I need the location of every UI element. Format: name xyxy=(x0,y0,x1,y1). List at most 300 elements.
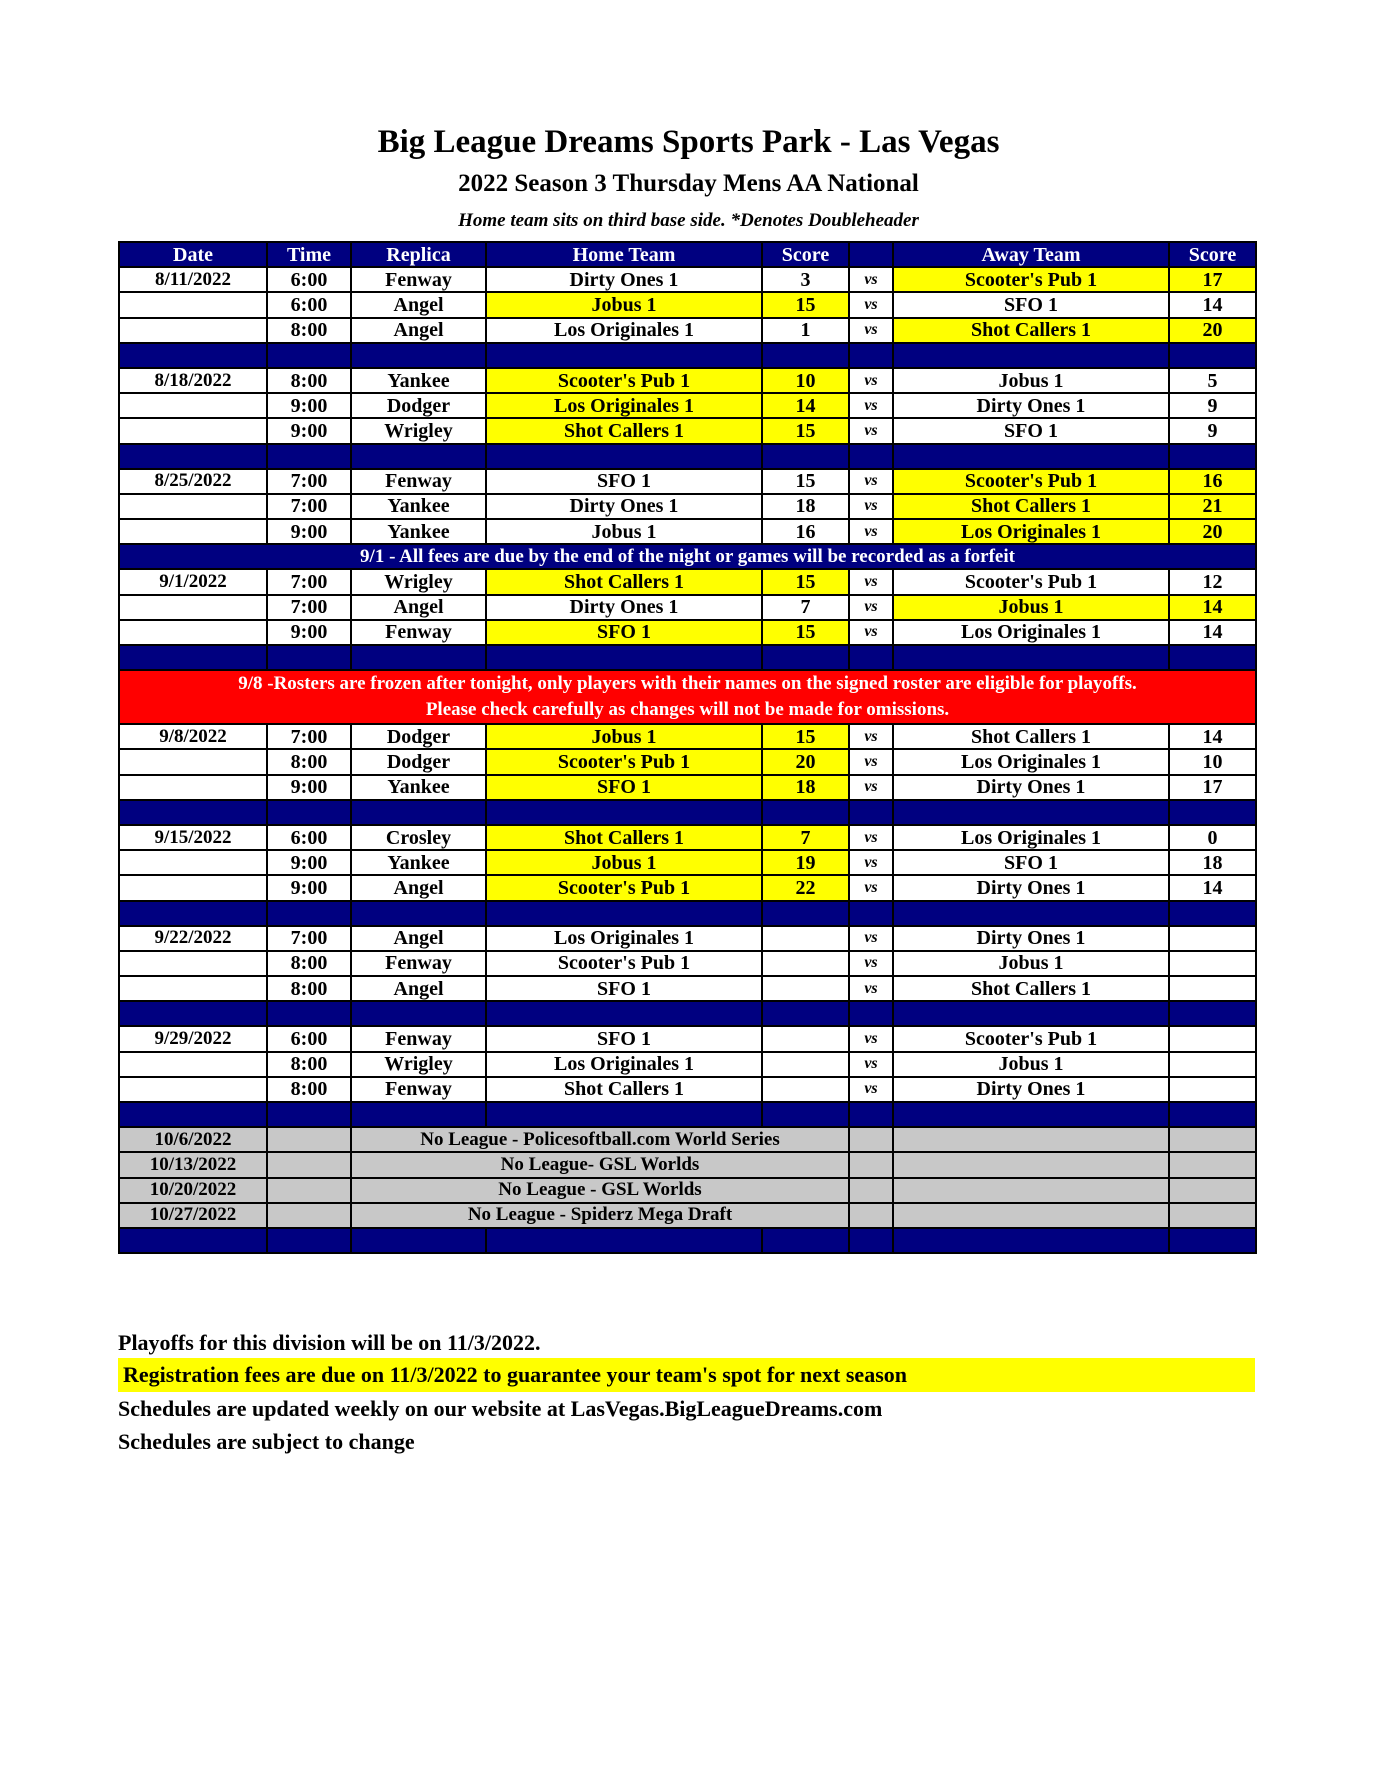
game-time: 9:00 xyxy=(267,418,351,443)
game-date xyxy=(119,620,267,645)
column-header-replica: Replica xyxy=(351,242,486,267)
game-field: Wrigley xyxy=(351,569,486,594)
notice-row xyxy=(119,544,1256,569)
away-team: Shot Callers 1 xyxy=(893,976,1169,1001)
roster-alert-row xyxy=(119,670,1256,724)
vs-label: vs xyxy=(849,318,893,343)
game-date xyxy=(119,1052,267,1077)
game-date xyxy=(119,519,267,544)
vs-label: vs xyxy=(849,976,893,1001)
game-row xyxy=(119,368,1256,393)
home-score: 20 xyxy=(762,749,849,774)
vs-label: vs xyxy=(849,1026,893,1051)
home-team: SFO 1 xyxy=(486,1026,762,1051)
column-header-away-team: Away Team xyxy=(893,242,1169,267)
empty-cell xyxy=(267,1127,351,1152)
game-row xyxy=(119,850,1256,875)
away-team: Dirty Ones 1 xyxy=(893,1077,1169,1102)
away-score xyxy=(1169,1026,1256,1051)
game-field: Yankee xyxy=(351,850,486,875)
game-date xyxy=(119,875,267,900)
away-score xyxy=(1169,926,1256,951)
spacer-row xyxy=(119,1001,1256,1026)
spacer-row xyxy=(119,800,1256,825)
home-score: 18 xyxy=(762,494,849,519)
roster-alert-line1: 9/8 -Rosters are frozen after tonight, only players with their names on the signed roster are eligible for playoffs. xyxy=(238,673,1137,695)
vs-label: vs xyxy=(849,267,893,292)
game-time: 8:00 xyxy=(267,368,351,393)
away-score xyxy=(1169,951,1256,976)
game-row xyxy=(119,393,1256,418)
away-team: Los Originales 1 xyxy=(893,825,1169,850)
game-date xyxy=(119,418,267,443)
home-team: Dirty Ones 1 xyxy=(486,595,762,620)
game-row xyxy=(119,1052,1256,1077)
game-field: Wrigley xyxy=(351,418,486,443)
game-field: Wrigley xyxy=(351,1052,486,1077)
home-score: 19 xyxy=(762,850,849,875)
spacer-cell xyxy=(893,645,1169,670)
spacer-cell xyxy=(849,645,893,670)
away-score xyxy=(1169,1052,1256,1077)
away-team: Jobus 1 xyxy=(893,1052,1169,1077)
game-field: Angel xyxy=(351,875,486,900)
spacer-row xyxy=(119,444,1256,469)
game-row xyxy=(119,620,1256,645)
game-time: 6:00 xyxy=(267,267,351,292)
game-date xyxy=(119,292,267,317)
game-date xyxy=(119,951,267,976)
spacer-cell xyxy=(267,645,351,670)
game-field: Dodger xyxy=(351,393,486,418)
game-time: 9:00 xyxy=(267,519,351,544)
home-team: Scooter's Pub 1 xyxy=(486,951,762,976)
empty-cell xyxy=(849,1178,893,1203)
column-header-time: Time xyxy=(267,242,351,267)
game-time: 9:00 xyxy=(267,875,351,900)
home-score: 15 xyxy=(762,418,849,443)
vs-label: vs xyxy=(849,620,893,645)
home-team: Jobus 1 xyxy=(486,850,762,875)
away-score: 14 xyxy=(1169,620,1256,645)
spacer-cell xyxy=(351,343,486,368)
vs-label: vs xyxy=(849,494,893,519)
spacer-cell xyxy=(267,1102,351,1127)
game-field: Yankee xyxy=(351,368,486,393)
spacer-cell xyxy=(486,645,762,670)
spacer-row xyxy=(119,343,1256,368)
vs-label: vs xyxy=(849,749,893,774)
game-date xyxy=(119,595,267,620)
spacer-cell xyxy=(1169,343,1256,368)
game-row xyxy=(119,595,1256,620)
game-time: 6:00 xyxy=(267,292,351,317)
game-time: 7:00 xyxy=(267,494,351,519)
game-field: Fenway xyxy=(351,1077,486,1102)
no-league-row xyxy=(119,1152,1256,1177)
home-team: Shot Callers 1 xyxy=(486,569,762,594)
game-field: Fenway xyxy=(351,469,486,494)
empty-cell xyxy=(1169,1127,1256,1152)
away-score: 14 xyxy=(1169,724,1256,749)
game-time: 7:00 xyxy=(267,724,351,749)
home-team: Dirty Ones 1 xyxy=(486,267,762,292)
away-score: 10 xyxy=(1169,749,1256,774)
roster-alert xyxy=(119,670,1256,724)
spacer-cell xyxy=(1169,800,1256,825)
spacer-cell xyxy=(351,1102,486,1127)
vs-label: vs xyxy=(849,393,893,418)
away-team: Jobus 1 xyxy=(893,595,1169,620)
spacer-cell xyxy=(267,1228,351,1253)
home-score: 22 xyxy=(762,875,849,900)
home-score: 15 xyxy=(762,724,849,749)
spacer-cell xyxy=(486,1228,762,1253)
spacer-cell xyxy=(762,343,849,368)
away-team: SFO 1 xyxy=(893,850,1169,875)
vs-label: vs xyxy=(849,825,893,850)
away-team: Dirty Ones 1 xyxy=(893,775,1169,800)
game-time: 7:00 xyxy=(267,595,351,620)
vs-label: vs xyxy=(849,469,893,494)
header-row xyxy=(119,242,1256,267)
spacer-cell xyxy=(849,1001,893,1026)
spacer-cell xyxy=(119,901,267,926)
empty-cell xyxy=(1169,1178,1256,1203)
page-note: Home team sits on third base side. *Denotes Doubleheader xyxy=(458,210,919,231)
game-date: 9/15/2022 xyxy=(119,825,267,850)
column-header-home-team: Home Team xyxy=(486,242,762,267)
home-score: 15 xyxy=(762,292,849,317)
home-score: 10 xyxy=(762,368,849,393)
spacer-cell xyxy=(351,645,486,670)
vs-label: vs xyxy=(849,418,893,443)
game-field: Fenway xyxy=(351,267,486,292)
game-date xyxy=(119,850,267,875)
away-team: Scooter's Pub 1 xyxy=(893,267,1169,292)
vs-label: vs xyxy=(849,724,893,749)
away-score: 5 xyxy=(1169,368,1256,393)
game-time: 9:00 xyxy=(267,850,351,875)
no-league-date: 10/6/2022 xyxy=(119,1127,267,1152)
spacer-cell xyxy=(351,901,486,926)
home-team: Shot Callers 1 xyxy=(486,418,762,443)
game-field: Angel xyxy=(351,926,486,951)
game-date xyxy=(119,393,267,418)
empty-cell xyxy=(1169,1203,1256,1228)
game-row xyxy=(119,1077,1256,1102)
game-time: 7:00 xyxy=(267,569,351,594)
empty-cell xyxy=(267,1178,351,1203)
away-score: 14 xyxy=(1169,292,1256,317)
game-date: 9/1/2022 xyxy=(119,569,267,594)
spacer-row xyxy=(119,901,1256,926)
spacer-cell xyxy=(1169,444,1256,469)
spacer-cell xyxy=(893,444,1169,469)
away-score: 14 xyxy=(1169,875,1256,900)
home-score: 3 xyxy=(762,267,849,292)
game-field: Angel xyxy=(351,292,486,317)
away-score: 17 xyxy=(1169,267,1256,292)
away-score xyxy=(1169,976,1256,1001)
no-league-text: No League - Spiderz Mega Draft xyxy=(351,1203,849,1228)
away-score: 9 xyxy=(1169,393,1256,418)
spacer-cell xyxy=(762,1228,849,1253)
vs-label: vs xyxy=(849,569,893,594)
spacer-cell xyxy=(486,343,762,368)
game-field: Crosley xyxy=(351,825,486,850)
game-time: 7:00 xyxy=(267,926,351,951)
away-score: 20 xyxy=(1169,519,1256,544)
game-time: 9:00 xyxy=(267,393,351,418)
schedule-table xyxy=(118,241,1257,1254)
away-score: 16 xyxy=(1169,469,1256,494)
no-league-date: 10/20/2022 xyxy=(119,1178,267,1203)
away-score: 21 xyxy=(1169,494,1256,519)
game-field: Angel xyxy=(351,976,486,1001)
vs-label: vs xyxy=(849,595,893,620)
vs-label: vs xyxy=(849,292,893,317)
game-date: 8/18/2022 xyxy=(119,368,267,393)
spacer-cell xyxy=(893,901,1169,926)
away-score: 12 xyxy=(1169,569,1256,594)
home-score xyxy=(762,1052,849,1077)
spacer-cell xyxy=(849,1228,893,1253)
away-team: Los Originales 1 xyxy=(893,749,1169,774)
column-header-vs xyxy=(849,242,893,267)
home-team: Shot Callers 1 xyxy=(486,1077,762,1102)
playoffs-note: Playoffs for this division will be on 11/3/2022. xyxy=(118,1330,541,1355)
home-score: 7 xyxy=(762,595,849,620)
game-date xyxy=(119,494,267,519)
home-score xyxy=(762,1026,849,1051)
away-team: Scooter's Pub 1 xyxy=(893,569,1169,594)
home-score xyxy=(762,951,849,976)
game-row xyxy=(119,775,1256,800)
game-row xyxy=(119,724,1256,749)
spacer-cell xyxy=(267,343,351,368)
game-time: 7:00 xyxy=(267,469,351,494)
empty-cell xyxy=(893,1203,1169,1228)
spacer-cell xyxy=(1169,1228,1256,1253)
vs-label: vs xyxy=(849,1052,893,1077)
spacer-cell xyxy=(893,800,1169,825)
home-team: Jobus 1 xyxy=(486,292,762,317)
spacer-cell xyxy=(267,444,351,469)
empty-cell xyxy=(849,1152,893,1177)
game-date xyxy=(119,1077,267,1102)
spacer-row xyxy=(119,645,1256,670)
away-score: 17 xyxy=(1169,775,1256,800)
spacer-cell xyxy=(1169,645,1256,670)
home-score: 16 xyxy=(762,519,849,544)
home-score: 7 xyxy=(762,825,849,850)
game-field: Yankee xyxy=(351,494,486,519)
away-team: Dirty Ones 1 xyxy=(893,875,1169,900)
spacer-cell xyxy=(119,444,267,469)
home-score xyxy=(762,926,849,951)
game-time: 8:00 xyxy=(267,1052,351,1077)
game-field: Yankee xyxy=(351,519,486,544)
game-date: 8/11/2022 xyxy=(119,267,267,292)
spacer-cell xyxy=(849,1102,893,1127)
spacer-cell xyxy=(1169,901,1256,926)
game-time: 9:00 xyxy=(267,620,351,645)
vs-label: vs xyxy=(849,775,893,800)
registration-note: Registration fees are due on 11/3/2022 to guarantee your team's spot for next season xyxy=(118,1358,1255,1392)
vs-label: vs xyxy=(849,1077,893,1102)
roster-alert-line2: Please check carefully as changes will not be made for omissions. xyxy=(425,699,950,721)
empty-cell xyxy=(849,1203,893,1228)
spacer-cell xyxy=(351,1001,486,1026)
no-league-row xyxy=(119,1178,1256,1203)
game-field: Fenway xyxy=(351,1026,486,1051)
game-row xyxy=(119,494,1256,519)
home-team: Jobus 1 xyxy=(486,724,762,749)
away-team: Scooter's Pub 1 xyxy=(893,469,1169,494)
spacer-cell xyxy=(849,343,893,368)
home-score xyxy=(762,976,849,1001)
empty-cell xyxy=(267,1203,351,1228)
game-row xyxy=(119,292,1256,317)
spacer-cell xyxy=(351,800,486,825)
spacer-cell xyxy=(119,800,267,825)
game-row xyxy=(119,267,1256,292)
away-team: Los Originales 1 xyxy=(893,620,1169,645)
game-row xyxy=(119,318,1256,343)
home-team: Shot Callers 1 xyxy=(486,825,762,850)
empty-cell xyxy=(893,1152,1169,1177)
home-team: SFO 1 xyxy=(486,775,762,800)
spacer-cell xyxy=(351,444,486,469)
away-score xyxy=(1169,1077,1256,1102)
spacer-cell xyxy=(849,800,893,825)
spacer-cell xyxy=(762,901,849,926)
spacer-cell xyxy=(849,444,893,469)
empty-cell xyxy=(849,1127,893,1152)
spacer-cell xyxy=(762,800,849,825)
spacer-cell xyxy=(762,645,849,670)
home-score: 14 xyxy=(762,393,849,418)
away-team: Los Originales 1 xyxy=(893,519,1169,544)
spacer-cell xyxy=(486,1102,762,1127)
game-time: 6:00 xyxy=(267,1026,351,1051)
away-score: 20 xyxy=(1169,318,1256,343)
home-team: Scooter's Pub 1 xyxy=(486,875,762,900)
spacer-cell xyxy=(893,343,1169,368)
spacer-cell xyxy=(119,1001,267,1026)
spacer-cell xyxy=(1169,1001,1256,1026)
spacer-cell xyxy=(351,1228,486,1253)
away-team: Dirty Ones 1 xyxy=(893,926,1169,951)
home-team: SFO 1 xyxy=(486,976,762,1001)
game-row xyxy=(119,926,1256,951)
away-score: 0 xyxy=(1169,825,1256,850)
empty-cell xyxy=(1169,1152,1256,1177)
notice-text: 9/1 - All fees are due by the end of the night or games will be recorded as a forfeit xyxy=(119,544,1256,569)
spacer-cell xyxy=(119,343,267,368)
home-team: SFO 1 xyxy=(486,469,762,494)
away-team: Shot Callers 1 xyxy=(893,724,1169,749)
away-team: SFO 1 xyxy=(893,292,1169,317)
game-row xyxy=(119,976,1256,1001)
vs-label: vs xyxy=(849,951,893,976)
spacer-cell xyxy=(762,1001,849,1026)
game-date: 9/22/2022 xyxy=(119,926,267,951)
column-header-home-score: Score xyxy=(762,242,849,267)
spacer-row xyxy=(119,1102,1256,1127)
game-time: 9:00 xyxy=(267,775,351,800)
page-title: Big League Dreams Sports Park - Las Vegas xyxy=(377,124,1000,160)
away-score: 9 xyxy=(1169,418,1256,443)
website-note: Schedules are updated weekly on our website at LasVegas.BigLeagueDreams.com xyxy=(118,1396,883,1421)
no-league-date: 10/13/2022 xyxy=(119,1152,267,1177)
game-time: 8:00 xyxy=(267,976,351,1001)
away-score: 18 xyxy=(1169,850,1256,875)
vs-label: vs xyxy=(849,926,893,951)
vs-label: vs xyxy=(849,850,893,875)
game-row xyxy=(119,469,1256,494)
spacer-cell xyxy=(119,1102,267,1127)
no-league-text: No League- GSL Worlds xyxy=(351,1152,849,1177)
home-team: Los Originales 1 xyxy=(486,926,762,951)
spacer-cell xyxy=(119,1228,267,1253)
home-team: Jobus 1 xyxy=(486,519,762,544)
game-field: Dodger xyxy=(351,724,486,749)
column-header-date: Date xyxy=(119,242,267,267)
away-score: 14 xyxy=(1169,595,1256,620)
home-team: Scooter's Pub 1 xyxy=(486,749,762,774)
game-time: 8:00 xyxy=(267,951,351,976)
home-team: Los Originales 1 xyxy=(486,393,762,418)
home-team: SFO 1 xyxy=(486,620,762,645)
no-league-text: No League - GSL Worlds xyxy=(351,1178,849,1203)
game-date: 8/25/2022 xyxy=(119,469,267,494)
game-row xyxy=(119,569,1256,594)
page-subtitle: 2022 Season 3 Thursday Mens AA National xyxy=(458,170,919,197)
spacer-cell xyxy=(486,800,762,825)
game-row xyxy=(119,519,1256,544)
game-date xyxy=(119,749,267,774)
home-score: 15 xyxy=(762,620,849,645)
game-row xyxy=(119,418,1256,443)
game-row xyxy=(119,875,1256,900)
home-score: 15 xyxy=(762,569,849,594)
away-team: SFO 1 xyxy=(893,418,1169,443)
spacer-cell xyxy=(762,1102,849,1127)
game-date xyxy=(119,976,267,1001)
game-time: 8:00 xyxy=(267,1077,351,1102)
game-row xyxy=(119,749,1256,774)
game-row xyxy=(119,951,1256,976)
home-team: Los Originales 1 xyxy=(486,1052,762,1077)
away-team: Shot Callers 1 xyxy=(893,494,1169,519)
spacer-cell xyxy=(486,1001,762,1026)
game-field: Angel xyxy=(351,595,486,620)
home-team: Dirty Ones 1 xyxy=(486,494,762,519)
spacer-cell xyxy=(893,1001,1169,1026)
game-date xyxy=(119,318,267,343)
no-league-text: No League - Policesoftball.com World Series xyxy=(351,1127,849,1152)
spacer-cell xyxy=(267,800,351,825)
vs-label: vs xyxy=(849,368,893,393)
no-league-date: 10/27/2022 xyxy=(119,1203,267,1228)
game-date: 9/8/2022 xyxy=(119,724,267,749)
spacer-cell xyxy=(267,901,351,926)
away-team: Dirty Ones 1 xyxy=(893,393,1169,418)
no-league-row xyxy=(119,1203,1256,1228)
spacer-cell xyxy=(486,444,762,469)
